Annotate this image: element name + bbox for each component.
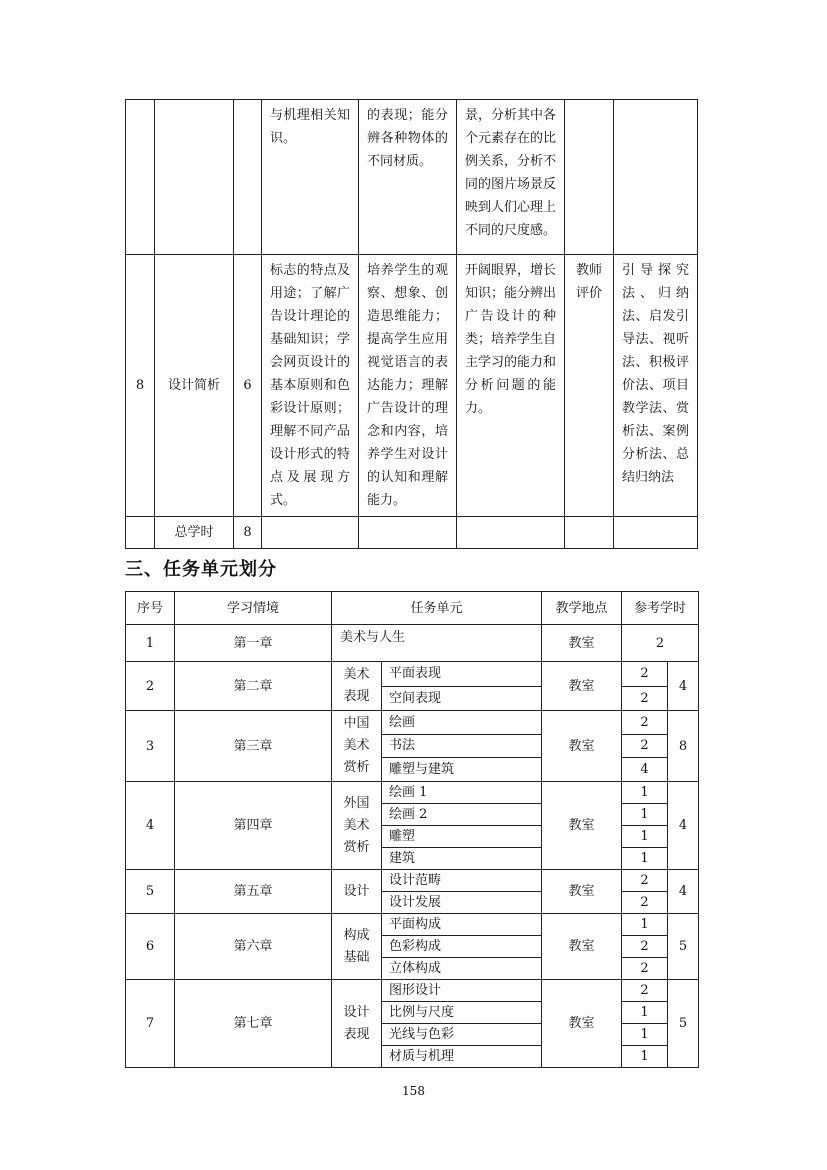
chapter-cell: 第一章 <box>175 625 332 662</box>
topic-cell: 设计简析 <box>155 255 234 517</box>
table-cell <box>614 100 698 255</box>
unit-name: 建筑 <box>382 848 542 870</box>
table-cell <box>614 517 698 549</box>
table-cell <box>565 100 614 255</box>
total-hours: 4 <box>668 870 699 914</box>
chapter-cell: 第四章 <box>175 782 332 870</box>
unit-name: 绘画 2 <box>382 804 542 826</box>
unit-hours: 2 <box>622 936 668 958</box>
row-number: 1 <box>126 625 175 662</box>
group-cell: 外国 美术 赏析 <box>332 782 382 870</box>
chapter-cell: 第二章 <box>175 662 332 711</box>
page-number: 158 <box>402 1084 425 1098</box>
location-cell: 教室 <box>542 711 622 782</box>
total-hours-label: 总学时 <box>155 517 234 549</box>
table-cell <box>234 100 262 255</box>
group-cell: 设计 表现 <box>332 980 382 1068</box>
unit-name: 绘画 1 <box>382 782 542 804</box>
group-cell: 设计 <box>332 870 382 914</box>
assessment-cell: 教师评价 <box>565 255 614 517</box>
knowledge-cell: 标志的特点及用途；了解广告设计理论的基础知识；学会网页设计的基本原则和色彩设计原则；理解不同产品设计形式的特点及展现方式。 <box>262 255 359 517</box>
table-cell <box>262 517 359 549</box>
table-row <box>126 980 699 1002</box>
row-number: 4 <box>126 782 175 870</box>
section-heading: 三、任务单元划分 <box>125 559 277 580</box>
group-cell: 中国 美术 赏析 <box>332 711 382 782</box>
row-number: 8 <box>126 255 155 517</box>
table-row <box>126 914 699 936</box>
unit-hours: 2 <box>622 980 668 1002</box>
table-header-row <box>126 592 699 625</box>
row-number: 2 <box>126 662 175 711</box>
unit-hours: 1 <box>622 848 668 870</box>
header-no: 序号 <box>126 592 175 625</box>
group-cell: 美术 表现 <box>332 662 382 711</box>
unit-name: 绘画 <box>382 711 542 735</box>
table-cell <box>126 100 155 255</box>
table-row <box>126 711 699 735</box>
unit-hours: 2 <box>622 711 668 735</box>
unit-hours: 1 <box>622 826 668 848</box>
unit-name: 平面表现 <box>382 662 542 687</box>
unit-name: 设计范畴 <box>382 870 542 892</box>
unit-hours: 1 <box>622 914 668 936</box>
unit-name: 比例与尺度 <box>382 1002 542 1024</box>
ability-cell: 的表现；能分辨各种物体的不同材质。 <box>359 100 457 255</box>
table-cell <box>565 517 614 549</box>
total-hours: 4 <box>668 662 699 711</box>
table-cell <box>155 100 234 255</box>
quality-cell: 景，分析其中各个元素存在的比例关系，分析不同的图片场景反映到人们心理上不同的尺度感。 <box>457 100 565 255</box>
chapter-cell: 第七章 <box>175 980 332 1068</box>
course-content-table <box>125 99 698 549</box>
table-row <box>126 870 699 892</box>
unit-hours: 2 <box>622 686 668 711</box>
ability-cell: 培养学生的观察、想象、创造思维能力；提高学生应用视觉语言的表达能力；理解广告设计的理念和内容，培养学生对设计的认知和理解能力。 <box>359 255 457 517</box>
unit-name: 立体构成 <box>382 958 542 980</box>
unit-name: 图形设计 <box>382 980 542 1002</box>
table-cell <box>457 517 565 549</box>
unit-name: 空间表现 <box>382 686 542 711</box>
unit-hours: 2 <box>622 892 668 914</box>
unit-hours: 2 <box>622 662 668 687</box>
row-number: 7 <box>126 980 175 1068</box>
chapter-cell: 第五章 <box>175 870 332 914</box>
table-row <box>126 100 698 255</box>
row-number: 5 <box>126 870 175 914</box>
unit-name: 雕塑与建筑 <box>382 758 542 782</box>
chapter-cell: 第六章 <box>175 914 332 980</box>
total-row <box>126 517 698 549</box>
chapter-cell: 第三章 <box>175 711 332 782</box>
task-unit-table <box>125 591 699 1068</box>
hours-cell: 6 <box>234 255 262 517</box>
location-cell: 教室 <box>542 914 622 980</box>
location-cell: 教室 <box>542 870 622 914</box>
methods-cell: 引导探究法、归纳法、启发引导法、视听法、积极评价法、项目教学法、赏析法、案例分析法、总结归纳法 <box>614 255 698 517</box>
location-cell: 教室 <box>542 782 622 870</box>
location-cell: 教室 <box>542 980 622 1068</box>
unit-name: 色彩构成 <box>382 936 542 958</box>
unit-hours: 1 <box>622 1046 668 1068</box>
total-hours: 5 <box>668 914 699 980</box>
unit-name: 美术与人生 <box>332 625 542 662</box>
unit-hours: 1 <box>622 804 668 826</box>
header-location: 教学地点 <box>542 592 622 625</box>
unit-hours: 1 <box>622 1002 668 1024</box>
header-hours: 参考学时 <box>622 592 699 625</box>
hours-cell: 2 <box>622 625 699 662</box>
unit-hours: 4 <box>622 758 668 782</box>
unit-name: 材质与机理 <box>382 1046 542 1068</box>
unit-hours: 2 <box>622 870 668 892</box>
table-cell <box>359 517 457 549</box>
unit-hours: 2 <box>622 734 668 758</box>
unit-name: 平面构成 <box>382 914 542 936</box>
knowledge-cell: 与机理相关知识。 <box>262 100 359 255</box>
unit-hours: 1 <box>622 1024 668 1046</box>
group-cell: 构成 基础 <box>332 914 382 980</box>
total-hours: 5 <box>668 980 699 1068</box>
table-row <box>126 625 699 662</box>
unit-hours: 1 <box>622 782 668 804</box>
location-cell: 教室 <box>542 662 622 711</box>
table-row <box>126 782 699 804</box>
total-hours: 8 <box>668 711 699 782</box>
unit-name: 光线与色彩 <box>382 1024 542 1046</box>
quality-cell: 开阔眼界，增长知识；能分辨出广告设计的种类；培养学生自主学习的能力和分析问题的能力。 <box>457 255 565 517</box>
row-number: 3 <box>126 711 175 782</box>
unit-name: 书法 <box>382 734 542 758</box>
unit-name: 设计发展 <box>382 892 542 914</box>
unit-name: 雕塑 <box>382 826 542 848</box>
location-cell: 教室 <box>542 625 622 662</box>
header-unit: 任务单元 <box>332 592 542 625</box>
unit-hours: 2 <box>622 958 668 980</box>
row-number: 6 <box>126 914 175 980</box>
total-hours-value: 8 <box>234 517 262 549</box>
header-situation: 学习情境 <box>175 592 332 625</box>
table-row <box>126 662 699 687</box>
total-hours: 4 <box>668 782 699 870</box>
table-row <box>126 255 698 517</box>
table-cell <box>126 517 155 549</box>
